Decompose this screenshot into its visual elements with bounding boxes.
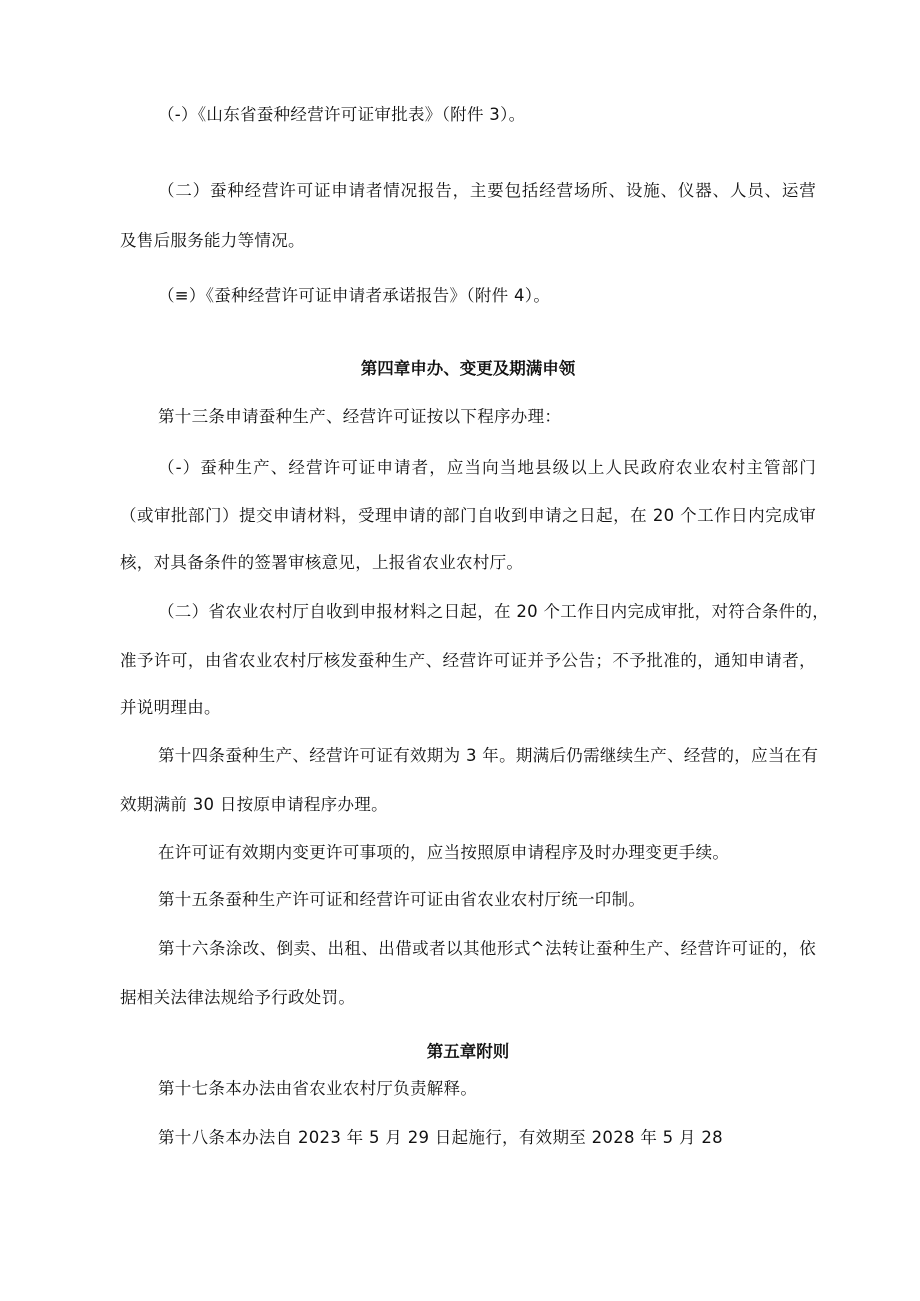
article-13-item-2-line-3: 并说明理由。 bbox=[120, 698, 221, 717]
article-18: 第十八条本办法自 2023 年 5 月 29 日起施行，有效期至 2028 年 5 月 28 bbox=[158, 1128, 723, 1147]
article-16-line-1: 第十六条涂改、倒卖、出租、出借或者以其他形式^法转让蚕种生产、经营许可证的，依 bbox=[158, 939, 816, 958]
chapter-four-heading: 第四章申办、变更及期满申领 bbox=[360, 359, 576, 378]
article-15: 第十五条蚕种生产许可证和经营许可证由省农业农村厅统一印制。 bbox=[158, 890, 646, 909]
article-13-item-1-line-3: 核，对具备条件的签署审核意见，上报省农业农村厅。 bbox=[120, 553, 524, 572]
article-13-intro: 第十三条申请蚕种生产、经营许可证按以下程序办理： bbox=[158, 407, 562, 426]
article-17: 第十七条本办法由省农业农村厅负责解释。 bbox=[158, 1079, 478, 1098]
chapter-five-heading: 第五章附则 bbox=[426, 1042, 510, 1061]
article-13-item-2-line-1: （二）省农业农村厅自收到申报材料之日起，在 20 个工作日内完成审批，对符合条件的， bbox=[158, 602, 830, 621]
item-two-report-line-2: 及售后服务能力等情况。 bbox=[120, 231, 305, 250]
article-16-line-2: 据相关法律法规给予行政处罚。 bbox=[120, 988, 356, 1007]
article-13-item-1-line-2: （或审批部门）提交申请材料，受理申请的部门自收到申请之日起，在 20 个工作日内完成审 bbox=[120, 506, 816, 525]
item-two-report-line-1: （二）蚕种经营许可证申请者情况报告，主要包括经营场所、设施、仪器、人员、运营 bbox=[158, 181, 816, 200]
article-13-item-2-line-2: 准予许可，由省农业农村厅核发蚕种生产、经营许可证并予公告；不予批准的，通知申请者， bbox=[120, 651, 816, 670]
article-14-line-2: 效期满前 30 日按原申请程序办理。 bbox=[120, 795, 388, 814]
article-13-item-1-line-1: （-）蚕种生产、经营许可证申请者，应当向当地县级以上人民政府农业农村主管部门 bbox=[158, 458, 816, 477]
item-one-attachment-3: （-）《山东省蚕种经营许可证审批表》（附件 3）。 bbox=[158, 105, 526, 124]
item-three-attachment-4: （≡）《蚕种经营许可证申请者承诺报告》（附件 4）。 bbox=[158, 286, 551, 305]
article-14-change-clause: 在许可证有效期内变更许可事项的，应当按照原申请程序及时办理变更手续。 bbox=[158, 843, 730, 862]
article-14-line-1: 第十四条蚕种生产、经营许可证有效期为 3 年。期满后仍需继续生产、经营的，应当在有 bbox=[158, 746, 819, 765]
